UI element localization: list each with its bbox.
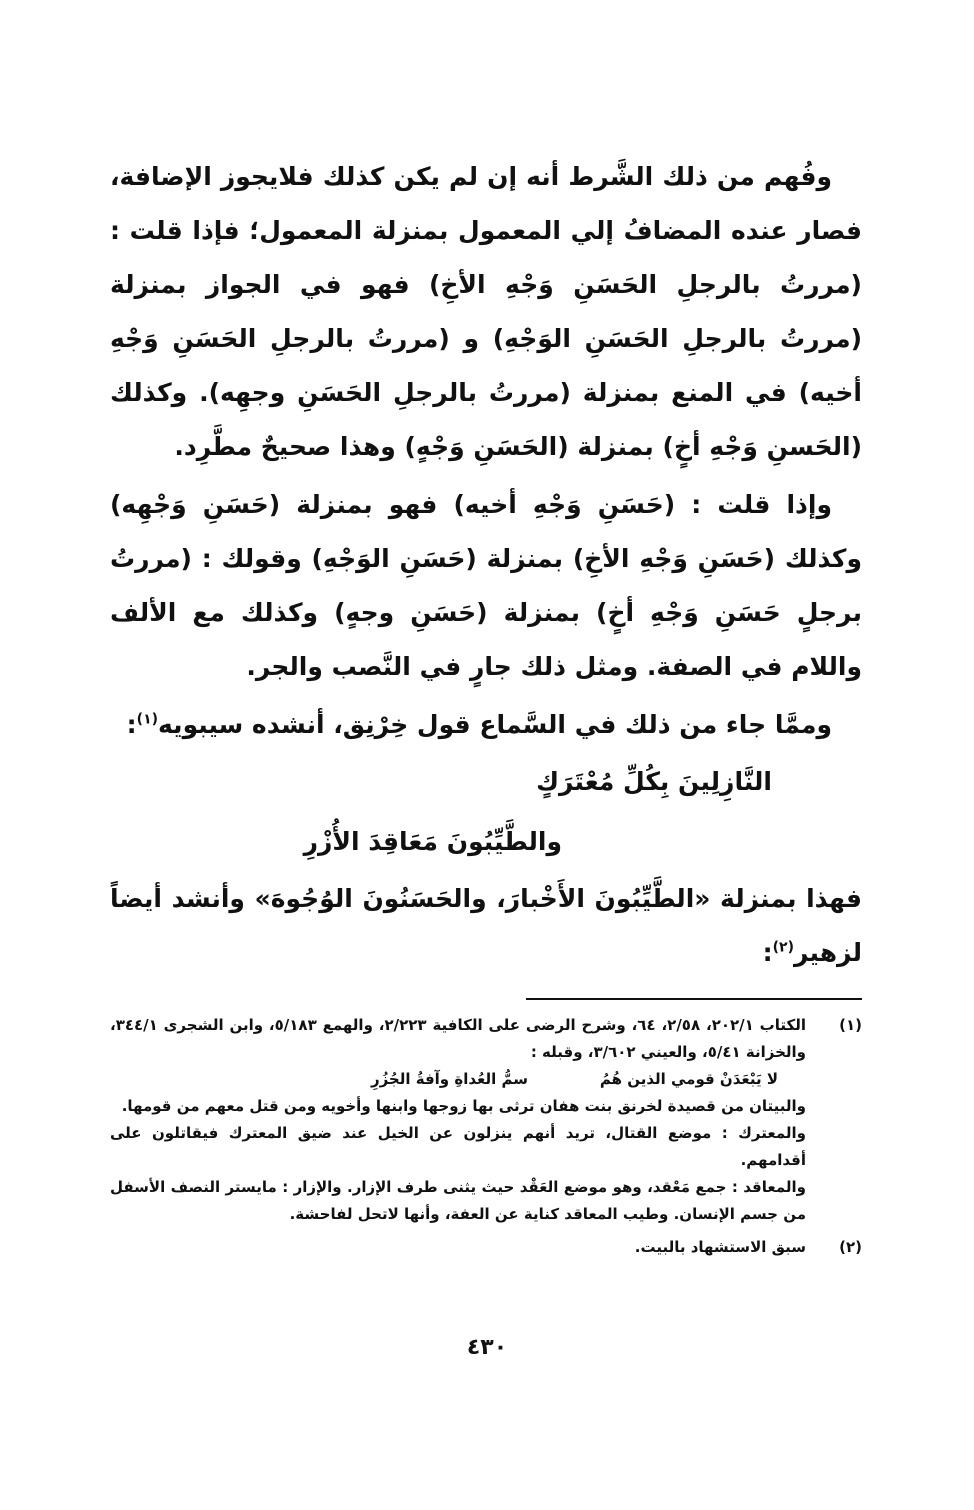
footnote-2-text: سبق الاستشهاد بالبيت.: [634, 1238, 806, 1256]
footnotes: [110, 1012, 862, 1267]
footnote-ref-2[interactable]: (٢): [772, 939, 794, 956]
paragraph-3: [110, 698, 862, 752]
footnote-2-number: (٢): [839, 1238, 862, 1256]
verse-line-1: النَّازِلِينَ بِكُلِّ مُعْتَرَكٍ: [536, 767, 772, 796]
footnote-1-note-poem: والبيتان من قصيدة لخرنق بنت هفان ترثى بها زوجها وابنها وأخويه ومن قتل معهم من قومها.: [121, 1097, 806, 1115]
footnote-1-verse-second-hemistich: سمُّ العُداةِ وآفةُ الجُزُرِ: [370, 1070, 528, 1088]
verse-line-2: والطَّيِّبُونَ مَعَاقِدَ الأُزْرِ: [303, 827, 562, 856]
footnote-1-verse: [110, 1066, 806, 1093]
page-number: ٤٣٠: [466, 1335, 508, 1360]
footnote-2: [110, 1234, 862, 1261]
footnote-2-body: [110, 1234, 806, 1261]
footnote-1-number: (١): [839, 1016, 862, 1034]
footnote-separator: [526, 998, 862, 1000]
paragraph-2: وإذا قلت : (حَسَنِ وَجْهِ أخيه) فهو بمنزلة (حَسَنِ وَجْهِه) وكذلك (حَسَنِ وَجْهِ الأخِ) بمنزلة (حَسَنِ الوَجْهِ) وقولك : (مررتُ برجلٍ حَسَنِ وَجْهِ أخٍ) بمنزلة (حَسَنِ وجهٍ) وكذلك مع الألف واللام في الصفة. ومثل ذلك جارٍ في النَّصب والجر.: [110, 490, 862, 681]
footnote-ref-1[interactable]: (١): [136, 711, 159, 728]
footnote-1-verse-first-hemistich: لا يَبْعَدَنْ قومي الذين هُمُ: [599, 1070, 778, 1088]
paragraph-4: [110, 872, 862, 980]
footnote-1-note-maaqid: والمعاقد : جمع مَعْقد، وهو موضع العَقْد حيث يثنى طرف الإزار. والإزار : مايستر النصف الأسفل من جسم الإنسان. وطيب المعاقد كناية عن العفة، وأنها لاتحل لفاحشة.: [110, 1178, 806, 1223]
paragraph-1: وفُهم من ذلك الشَّرط أنه إن لم يكن كذلك فلايجوز الإضافة، فصار عنده المضافُ إلي المعمول بمنزلة المعمول؛ فإذا قلت : (مررتُ بالرجلِ الحَسَنِ وَجْهِ الأخِ) فهو في الجواز بمنزلة (مررتُ بالرجلِ الحَسَنِ الوَجْهِ) و (مررتُ بالرجلِ الحَسَنِ وَجْهِ أخيه) في المنع بمنزلة (مررتُ بالرجلِ الحَسَنِ وجهِه). وكذلك (الحَسنِ وَجْهِ أخٍ) بمنزلة (الحَسَنِ وَجْهٍ) وهذا صحيحٌ مطَّرِد.: [110, 162, 862, 461]
footnote-1-body: [110, 1012, 806, 1228]
paragraph-3-colon: :: [126, 710, 137, 739]
footnote-1: [110, 1012, 862, 1228]
main-text: [110, 150, 862, 980]
footnote-1-sources: الكتاب ٢٠٢/١، ٢/٥٨، ٦٤، وشرح الرضى على الكافية ٢/٢٢٣، والهمع ٥/١٨٣، وابن الشجرى ٣٤٤/١، والخزانة ٥/٤١، والعيني ٣/٦٠٢، وقبله :: [110, 1016, 806, 1061]
paragraph-4-colon: :: [762, 938, 773, 967]
paragraph-4-text: فهذا بمنزلة «الطَّيِّبُونَ الأَخْبارَ، والحَسَنُونَ الوُجُوهَ» وأنشد أيضاً لزهير: [110, 884, 862, 967]
footnote-1-note-mutarak: والمعترك : موضع القتال، تريد أنهم ينزلون عن الخيل عند ضيق المعترك فيقاتلون على أقدامهم.: [110, 1124, 806, 1169]
paragraph-3-text: وممَّا جاء من ذلك في السَّماع قول خِرْنِق، أنشده سيبويه: [158, 710, 832, 739]
